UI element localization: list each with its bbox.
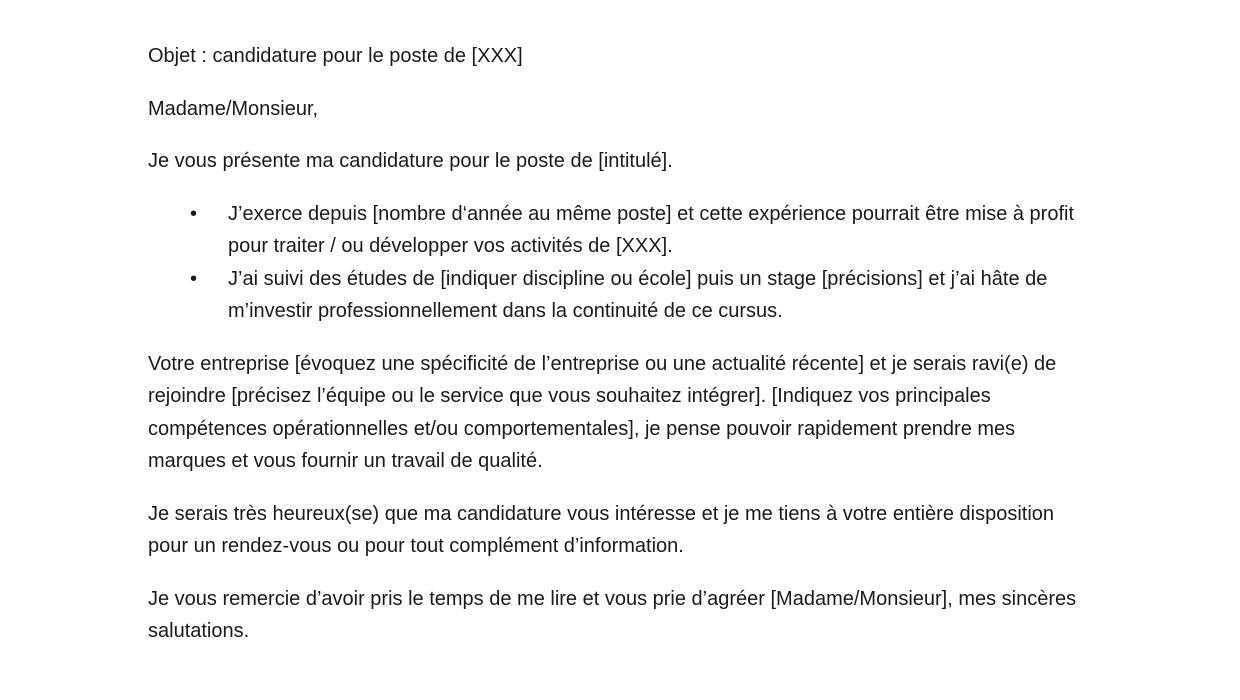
subject-line: Objet : candidature pour le poste de [XXX] [148, 45, 523, 67]
list-item [148, 198, 1098, 263]
interest-paragraph: Je serais très heureux(se) que ma candidature vous intéresse et je me tiens à votre entière disposition pour un rendez-vous ou pour tout complément d’information. [148, 502, 1055, 557]
bullet-icon: • [190, 267, 198, 290]
cover-letter [148, 40, 1098, 668]
list-item-text: J’exerce depuis [nombre d‘année au même poste] et cette expérience pourrait être mise à profit pour traiter / ou développer vos activités de [XXX]. [228, 202, 1075, 257]
bullet-icon: • [190, 202, 198, 225]
closing-paragraph: Je vous remercie d’avoir pris le temps de me lire et vous prie d’agréer [Madame/Monsieur], mes sincères salutations. [148, 587, 1077, 642]
intro-paragraph: Je vous présente ma candidature pour le poste de [intitulé]. [148, 150, 673, 172]
experience-list [148, 198, 1098, 328]
list-item [148, 263, 1098, 328]
list-item-text: J’ai suivi des études de [indiquer discipline ou école] puis un stage [précisions] et j’ai hâte de m’investir professionnellement dans la continuité de ce cursus. [228, 267, 1048, 322]
salutation: Madame/Monsieur, [148, 97, 319, 120]
company-paragraph: Votre entreprise [évoquez une spécificité de l’entreprise ou une actualité récente] et je serais ravi(e) de rejoindre [précisez l’équipe ou le service que vous souhaitez intégrer]. [Indiquez vos principales compétences opérationnelles et/ou comportementales], je pense pouvoir rapidement prendre mes marques et vous fournir un travail de qualité. [148, 352, 1057, 472]
